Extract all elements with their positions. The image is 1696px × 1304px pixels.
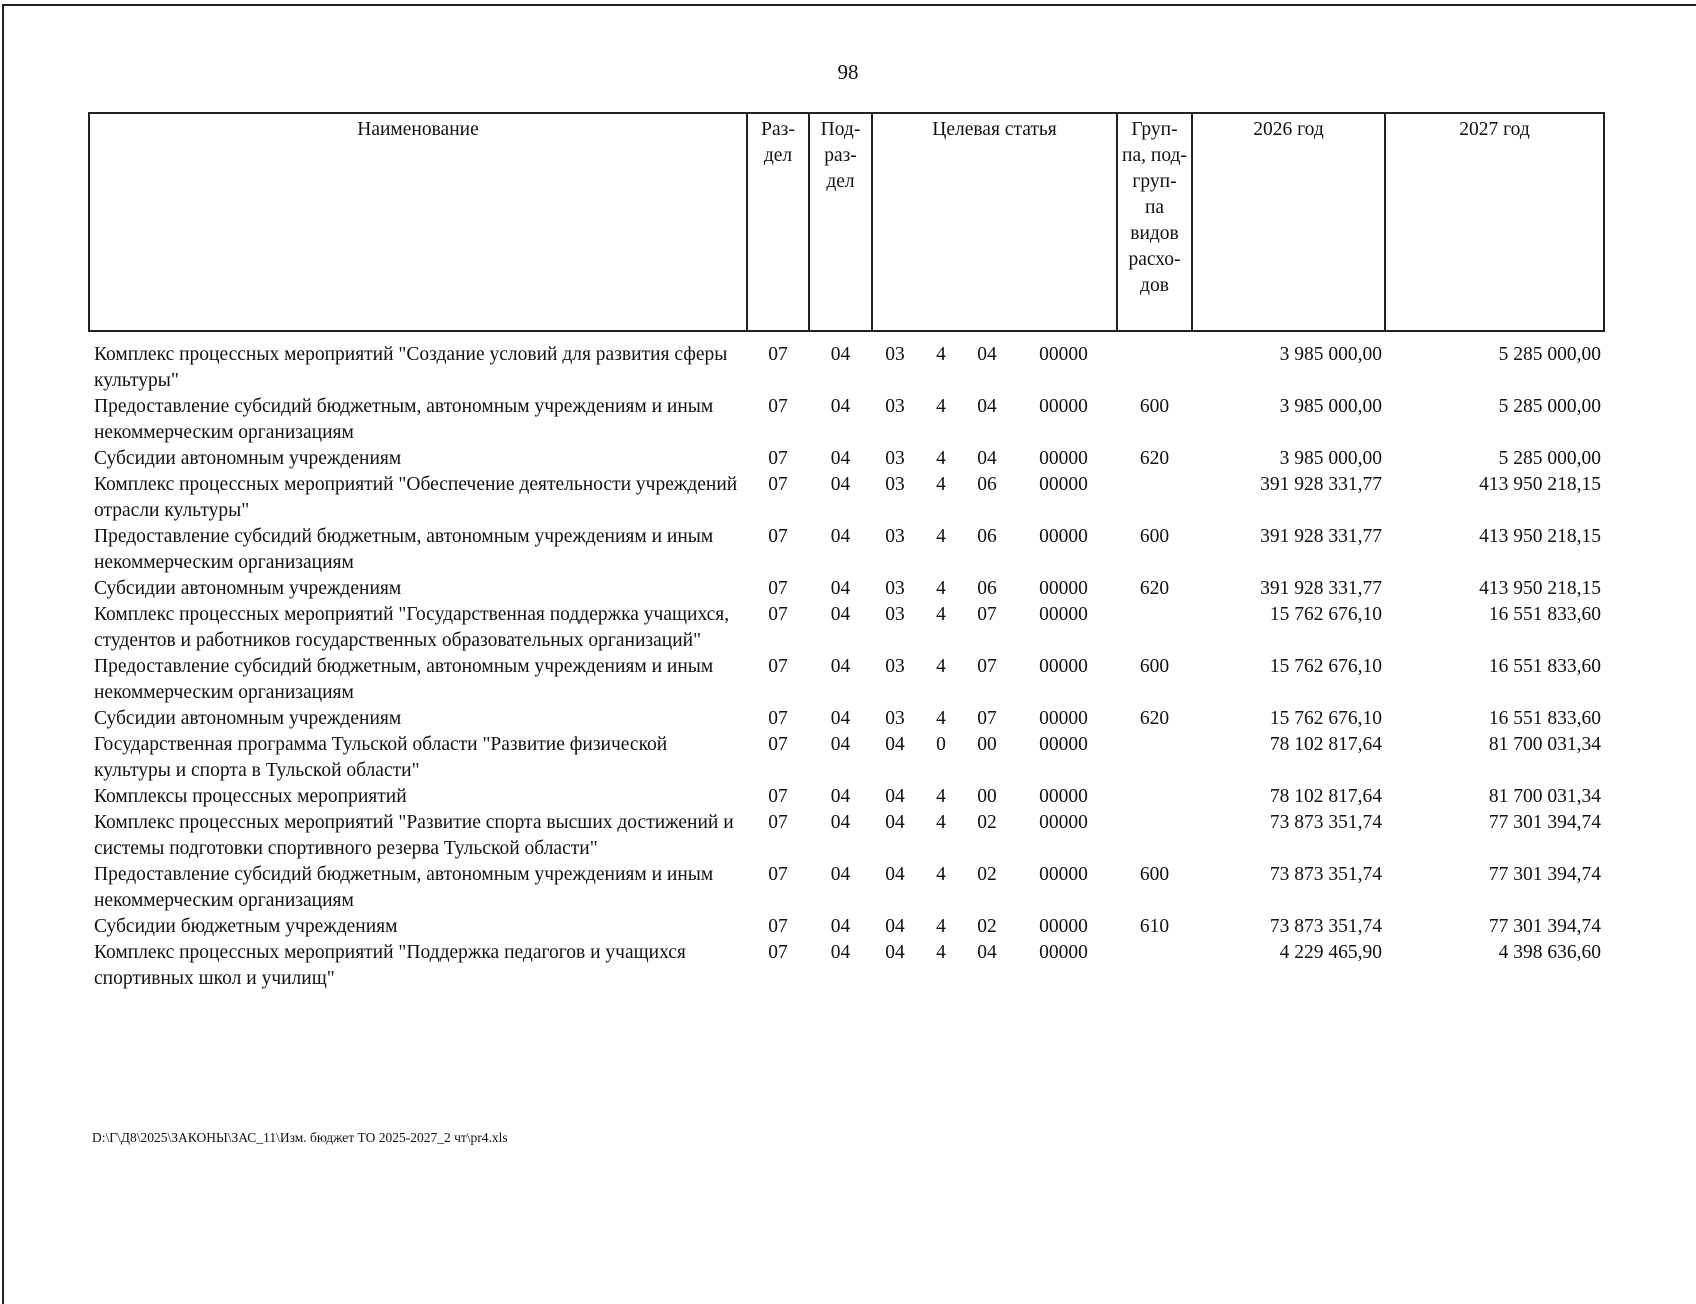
row-cs-type: 4 <box>936 344 946 365</box>
row-amount-2026: 391 928 331,77 <box>1260 526 1382 547</box>
row-cs-program: 03 <box>885 344 905 365</box>
row-amount-2027: 5 285 000,00 <box>1498 448 1601 469</box>
row-cs-program: 03 <box>885 578 905 599</box>
row-cs-type: 4 <box>936 786 946 807</box>
budget-table <box>88 112 1605 992</box>
row-razdel: 07 <box>768 786 788 807</box>
row-cs-direction: 00000 <box>1039 786 1088 807</box>
row-cs-direction: 00000 <box>1039 812 1088 833</box>
header-year-2026: 2026 год <box>1192 113 1385 331</box>
footer-file-path: D:\Г\Д8\2025\ЗАКОНЫ\ЗАС_11\Изм. бюджет ТО 2025-2027_2 чт\pr4.xls <box>92 1130 508 1145</box>
row-name: Субсидии автономным учреждениям <box>94 708 402 729</box>
row-group: 620 <box>1139 708 1170 729</box>
row-name: Государственная программа Тульской области "Развитие физической культуры и спорта в Тульской области" <box>94 734 668 781</box>
row-razdel: 07 <box>768 526 788 547</box>
row-cs-element: 02 <box>977 864 997 885</box>
table-row <box>89 810 1604 862</box>
row-amount-2026: 4 229 465,90 <box>1279 942 1382 963</box>
row-group <box>1117 784 1192 810</box>
table-row <box>89 446 1604 472</box>
header-group-line: Груп- <box>1131 119 1178 140</box>
row-cs-direction: 00000 <box>1039 396 1088 417</box>
row-group: 600 <box>1139 864 1170 885</box>
row-cs-element: 06 <box>977 526 997 547</box>
row-podrazdel: 04 <box>830 578 851 599</box>
row-podrazdel: 04 <box>830 474 851 495</box>
row-podrazdel: 04 <box>830 344 851 365</box>
row-cs-program: 04 <box>885 812 905 833</box>
row-cs-program: 03 <box>885 474 905 495</box>
row-group <box>1117 940 1192 992</box>
row-cs-type: 4 <box>936 864 946 885</box>
row-cs-direction: 00000 <box>1039 656 1088 677</box>
row-amount-2026: 391 928 331,77 <box>1260 474 1382 495</box>
row-cs-program: 03 <box>885 656 905 677</box>
row-cs-program: 04 <box>885 786 905 807</box>
row-name: Комплексы процессных мероприятий <box>94 786 407 807</box>
row-cs-program: 04 <box>885 916 905 937</box>
row-name: Комплекс процессных мероприятий "Поддержка педагогов и учащихся спортивных школ и училищ" <box>94 942 686 989</box>
row-cs-element: 07 <box>977 708 997 729</box>
table-row <box>89 862 1604 914</box>
row-cs-type: 4 <box>936 708 946 729</box>
row-razdel: 07 <box>768 942 788 963</box>
row-amount-2027: 81 700 031,34 <box>1488 786 1601 807</box>
row-cs-element: 06 <box>977 578 997 599</box>
row-cs-type: 4 <box>936 916 946 937</box>
row-podrazdel: 04 <box>830 812 851 833</box>
row-cs-direction: 00000 <box>1039 916 1088 937</box>
header-group-line: груп- <box>1132 171 1177 192</box>
row-cs-type: 4 <box>936 604 946 625</box>
row-razdel: 07 <box>768 344 788 365</box>
row-cs-element: 07 <box>977 656 997 677</box>
row-cs-program: 03 <box>885 708 905 729</box>
header-razdel-line: дел <box>763 145 793 166</box>
row-cs-element: 04 <box>977 396 997 417</box>
row-cs-type: 4 <box>936 396 946 417</box>
header-podrazdel-line: раз- <box>824 145 857 166</box>
row-cs-program: 03 <box>885 604 905 625</box>
table-row <box>89 331 1604 394</box>
row-cs-element: 07 <box>977 604 997 625</box>
row-cs-direction: 00000 <box>1039 864 1088 885</box>
row-amount-2026: 15 762 676,10 <box>1269 604 1382 625</box>
header-razdel <box>747 113 809 331</box>
row-name: Комплекс процессных мероприятий "Создание условий для развития сферы культуры" <box>94 344 728 391</box>
row-amount-2027: 413 950 218,15 <box>1479 526 1601 547</box>
row-amount-2027: 77 301 394,74 <box>1488 864 1601 885</box>
row-cs-type: 4 <box>936 474 946 495</box>
row-amount-2026: 391 928 331,77 <box>1260 578 1382 599</box>
row-podrazdel: 04 <box>830 864 851 885</box>
row-amount-2027: 16 551 833,60 <box>1488 708 1601 729</box>
table-body <box>89 331 1604 992</box>
row-amount-2026: 78 102 817,64 <box>1269 786 1382 807</box>
table-row <box>89 394 1604 446</box>
header-group-line: дов <box>1140 275 1169 296</box>
row-cs-type: 4 <box>936 526 946 547</box>
row-cs-type: 4 <box>936 942 946 963</box>
row-group <box>1117 331 1192 394</box>
row-amount-2026: 78 102 817,64 <box>1269 734 1382 755</box>
table-row <box>89 706 1604 732</box>
row-amount-2026: 73 873 351,74 <box>1269 864 1382 885</box>
table-header <box>89 113 1604 331</box>
row-cs-element: 00 <box>977 786 997 807</box>
row-amount-2027: 77 301 394,74 <box>1488 916 1601 937</box>
row-cs-element: 00 <box>977 734 997 755</box>
header-podrazdel-line: Под- <box>820 119 861 140</box>
header-podrazdel-line: дел <box>826 171 855 192</box>
header-target-article: Целевая статья <box>872 113 1117 331</box>
row-razdel: 07 <box>768 474 788 495</box>
row-cs-program: 04 <box>885 864 905 885</box>
table-row <box>89 576 1604 602</box>
row-razdel: 07 <box>768 734 788 755</box>
row-cs-element: 04 <box>977 942 997 963</box>
row-amount-2027: 4 398 636,60 <box>1498 942 1601 963</box>
row-cs-type: 4 <box>936 812 946 833</box>
row-amount-2027: 16 551 833,60 <box>1488 656 1601 677</box>
row-group: 600 <box>1139 656 1170 677</box>
row-group <box>1117 810 1192 862</box>
row-group: 620 <box>1139 578 1170 599</box>
row-amount-2026: 73 873 351,74 <box>1269 916 1382 937</box>
row-name: Комплекс процессных мероприятий "Развитие спорта высших достижений и системы подготовки спортивного резерва Тульской области" <box>94 812 734 859</box>
row-razdel: 07 <box>768 448 788 469</box>
page-number: 98 <box>837 60 859 84</box>
row-razdel: 07 <box>768 812 788 833</box>
row-cs-direction: 00000 <box>1039 448 1088 469</box>
row-cs-element: 02 <box>977 812 997 833</box>
row-podrazdel: 04 <box>830 942 851 963</box>
row-amount-2026: 3 985 000,00 <box>1279 344 1382 365</box>
row-cs-type: 4 <box>936 656 946 677</box>
row-razdel: 07 <box>768 396 788 417</box>
row-cs-program: 03 <box>885 396 905 417</box>
row-cs-element: 02 <box>977 916 997 937</box>
row-name: Предоставление субсидий бюджетным, автономным учреждениям и иным некоммерческим организациям <box>94 656 714 703</box>
row-cs-direction: 00000 <box>1039 578 1088 599</box>
row-cs-direction: 00000 <box>1039 942 1088 963</box>
row-name: Предоставление субсидий бюджетным, автономным учреждениям и иным некоммерческим организациям <box>94 526 714 573</box>
table-row <box>89 914 1604 940</box>
row-cs-direction: 00000 <box>1039 344 1088 365</box>
row-amount-2027: 413 950 218,15 <box>1479 578 1601 599</box>
table-row <box>89 940 1604 992</box>
row-amount-2027: 5 285 000,00 <box>1498 396 1601 417</box>
row-cs-program: 04 <box>885 942 905 963</box>
row-name: Субсидии бюджетным учреждениям <box>94 916 398 937</box>
row-cs-type: 4 <box>936 578 946 599</box>
row-amount-2027: 413 950 218,15 <box>1479 474 1601 495</box>
row-razdel: 07 <box>768 578 788 599</box>
header-group-line: видов <box>1130 223 1179 244</box>
row-cs-program: 03 <box>885 526 905 547</box>
table-row <box>89 524 1604 576</box>
header-podrazdel <box>809 113 872 331</box>
row-cs-direction: 00000 <box>1039 604 1088 625</box>
row-amount-2026: 3 985 000,00 <box>1279 396 1382 417</box>
header-name: Наименование <box>89 113 747 331</box>
row-podrazdel: 04 <box>830 708 851 729</box>
row-group: 610 <box>1139 916 1170 937</box>
table-row <box>89 602 1604 654</box>
header-group-line: па, под- <box>1122 145 1187 166</box>
header-year-2027: 2027 год <box>1385 113 1604 331</box>
row-podrazdel: 04 <box>830 916 851 937</box>
row-amount-2027: 5 285 000,00 <box>1498 344 1601 365</box>
row-cs-element: 04 <box>977 344 997 365</box>
row-group: 600 <box>1139 396 1170 417</box>
row-podrazdel: 04 <box>830 448 851 469</box>
row-podrazdel: 04 <box>830 786 851 807</box>
row-group <box>1117 472 1192 524</box>
row-group: 620 <box>1139 448 1170 469</box>
table-row <box>89 654 1604 706</box>
row-cs-direction: 00000 <box>1039 526 1088 547</box>
row-razdel: 07 <box>768 656 788 677</box>
table-row <box>89 732 1604 784</box>
row-cs-direction: 00000 <box>1039 708 1088 729</box>
row-group: 600 <box>1139 526 1170 547</box>
row-amount-2027: 16 551 833,60 <box>1488 604 1601 625</box>
table-row <box>89 784 1604 810</box>
row-cs-type: 4 <box>936 448 946 469</box>
row-razdel: 07 <box>768 708 788 729</box>
row-cs-program: 03 <box>885 448 905 469</box>
row-group <box>1117 732 1192 784</box>
row-podrazdel: 04 <box>830 526 851 547</box>
row-cs-element: 04 <box>977 448 997 469</box>
row-razdel: 07 <box>768 916 788 937</box>
row-amount-2026: 73 873 351,74 <box>1269 812 1382 833</box>
row-name: Предоставление субсидий бюджетным, автономным учреждениям и иным некоммерческим организациям <box>94 396 714 443</box>
table-row <box>89 472 1604 524</box>
row-amount-2027: 77 301 394,74 <box>1488 812 1601 833</box>
row-podrazdel: 04 <box>830 734 851 755</box>
row-group <box>1117 602 1192 654</box>
row-name: Комплекс процессных мероприятий "Государственная поддержка учащихся, студентов и работников государственных образовательных организаций" <box>94 604 730 651</box>
row-amount-2026: 15 762 676,10 <box>1269 708 1382 729</box>
row-name: Комплекс процессных мероприятий "Обеспечение деятельности учреждений отрасли культуры" <box>94 474 738 521</box>
row-name: Субсидии автономным учреждениям <box>94 578 402 599</box>
row-cs-type: 0 <box>936 734 946 755</box>
row-cs-program: 04 <box>885 734 905 755</box>
row-amount-2026: 3 985 000,00 <box>1279 448 1382 469</box>
row-cs-element: 06 <box>977 474 997 495</box>
row-amount-2027: 81 700 031,34 <box>1488 734 1601 755</box>
header-razdel-line: Раз- <box>761 119 795 140</box>
row-name: Предоставление субсидий бюджетным, автономным учреждениям и иным некоммерческим организациям <box>94 864 714 911</box>
row-cs-direction: 00000 <box>1039 474 1088 495</box>
row-podrazdel: 04 <box>830 396 851 417</box>
row-cs-direction: 00000 <box>1039 734 1088 755</box>
row-podrazdel: 04 <box>830 656 851 677</box>
row-name: Субсидии автономным учреждениям <box>94 448 402 469</box>
header-group <box>1117 113 1192 331</box>
header-group-line: расхо- <box>1128 249 1181 270</box>
row-razdel: 07 <box>768 604 788 625</box>
row-podrazdel: 04 <box>830 604 851 625</box>
row-razdel: 07 <box>768 864 788 885</box>
header-group-line: па <box>1144 197 1165 218</box>
row-amount-2026: 15 762 676,10 <box>1269 656 1382 677</box>
